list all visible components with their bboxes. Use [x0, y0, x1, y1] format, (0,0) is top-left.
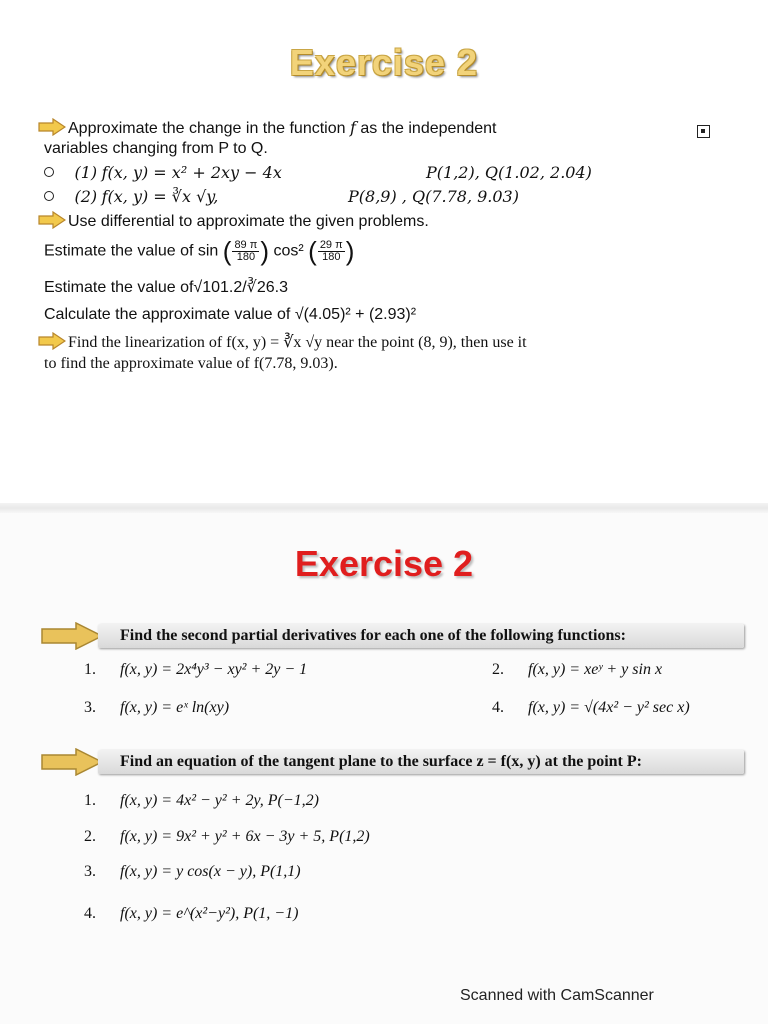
list-item: 1. f(x, y) = 2x⁴y³ − xy² + 2y − 1: [84, 661, 308, 678]
arrow-right-icon: [38, 211, 66, 229]
banner-text: Find the second partial derivatives for each one of the following functions:: [120, 627, 626, 644]
arrow-right-icon: [40, 622, 104, 650]
fraction: $\frac{29 \pi}{180}$: [319, 239, 343, 263]
bullet-icon: [44, 167, 54, 177]
fraction: $\frac{89 \pi}{180}$: [234, 239, 258, 263]
arrow-right-icon: [38, 332, 66, 350]
q2-part-b: Estimate the value of√101.2/∛26.3: [44, 279, 289, 296]
list-item: 4. f(x, y) = √(4x² − y² sec x): [492, 699, 690, 716]
banner-text: Find an equation of the tangent plane to the surface z = f(x, y) at the point P:: [120, 753, 642, 770]
slide-1: [0, 0, 768, 505]
q1-item-1-points: P(1,2), Q(1.02, 2.04): [426, 163, 592, 182]
q1-item-2: (2) f(x, y) = ∛x √y,: [44, 187, 218, 207]
bullet-icon: [44, 191, 54, 201]
slide-1-title: Exercise 2: [289, 42, 479, 83]
q3-line-2: to find the approximate value of f(7.78, 9.03).: [44, 355, 338, 372]
list-item: 1. f(x, y) = 4x² − y² + 2y, P(−1,2): [84, 792, 319, 809]
q2-part-c: Calculate the approximate value of √(4.05)² + (2.93)²: [44, 306, 417, 323]
q2-intro: Use differential to approximate the given problems.: [38, 211, 429, 231]
q3-line-1: Find the linearization of f(x, y) = ∛x √y near the point (8, 9), then use it: [38, 332, 527, 352]
scanner-watermark: Scanned with CamScanner: [460, 987, 654, 1004]
q1-intro: Approximate the change in the function f as the independent: [38, 118, 496, 138]
slide-2-title: Exercise 2: [294, 543, 474, 584]
list-item: 2. f(x, y) = 9x² + y² + 6x − 3y + 5, P(1,2): [84, 828, 370, 845]
checkbox-icon[interactable]: [697, 125, 710, 138]
list-item: 4. f(x, y) = e^(x²−y²), P(1, −1): [84, 905, 299, 922]
arrow-right-icon: [38, 118, 66, 136]
q1-item-2-points: P(8,9) , Q(7.78, 9.03): [348, 187, 519, 206]
q1-intro-line2: variables changing from P to Q.: [44, 140, 268, 157]
q2-part-a: Estimate the value of sin ( $\frac{89 \pi}{180}$ ) cos² ( $\frac{29 \pi}{180}$ ): [44, 236, 355, 266]
list-item: 3. f(x, y) = y cos(x − y), P(1,1): [84, 863, 301, 880]
list-item: 2. f(x, y) = xeʸ + y sin x: [492, 661, 663, 678]
list-item: 3. f(x, y) = eˣ ln(xy): [84, 699, 230, 716]
arrow-right-icon: [40, 748, 104, 776]
slide-separator: [0, 503, 768, 513]
slide-2: [0, 513, 768, 1024]
q1-item-1: (1) f(x, y) = x² + 2xy − 4x: [44, 163, 282, 183]
